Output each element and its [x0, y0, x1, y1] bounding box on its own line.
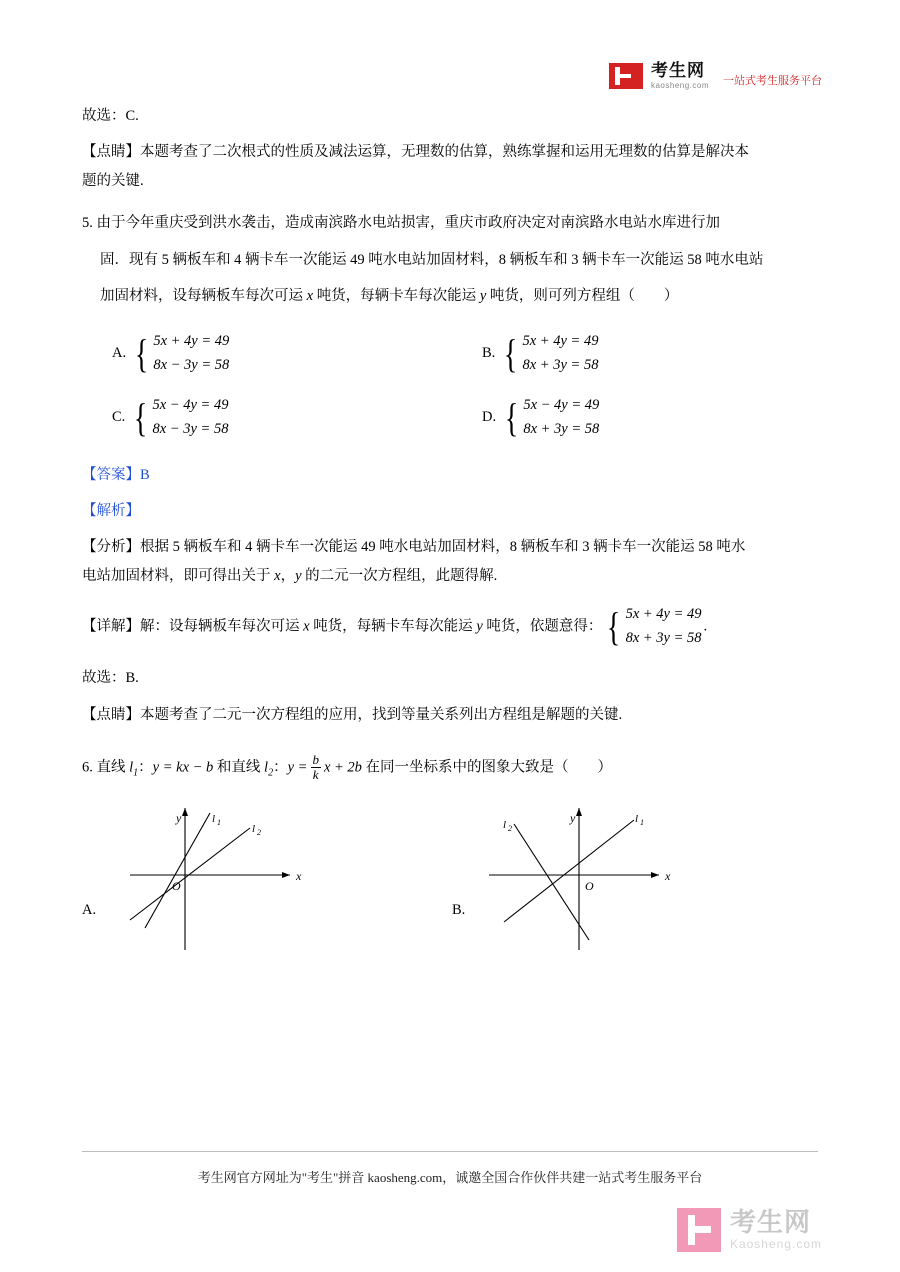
fenxi-line-1: 【分析】根据 5 辆板车和 4 辆卡车一次能运 49 吨水电站加固材料，8 辆板车和 3 辆卡车一次能运 58 吨水	[82, 539, 746, 556]
option-a-eq1: 5x + 4y = 49	[153, 332, 230, 349]
option-c-system	[131, 394, 228, 442]
option-d-system	[502, 394, 599, 442]
logo-pinyin: kaosheng.com	[650, 80, 709, 90]
q6-text-e: 在同一坐标系中的图象大致是（ ）	[361, 759, 613, 776]
inline-system	[604, 603, 701, 651]
xiangjie-b: 吨货，每辆卡车每次能运	[309, 618, 477, 635]
q6-text-c: 和直线	[213, 759, 265, 776]
answer-line: 【答案】B	[82, 466, 150, 483]
svg-text:2: 2	[508, 824, 513, 834]
var-y: y	[295, 567, 302, 584]
watermark-pinyin: Kaosheng.com	[729, 1236, 822, 1251]
option-d-label: D.	[482, 409, 497, 426]
brace-icon: {	[504, 330, 518, 376]
fenxi-line-2b: ，	[280, 567, 296, 584]
graph-a-label: A.	[82, 901, 97, 918]
q5-line-3a: 加固材料，设每辆板车每次可运	[100, 288, 307, 305]
option-b[interactable]	[452, 322, 822, 386]
svg-text:x: x	[296, 869, 302, 884]
option-b-eq1: 5x + 4y = 49	[522, 332, 599, 349]
var-x: x	[303, 618, 310, 635]
q6-fraction	[310, 753, 321, 781]
footer-divider	[82, 1151, 818, 1152]
page-footer: 考生网官方网址为"考生"拼音 kaosheng.com，诚邀全国合作伙伴共建一站式考生服务平台	[197, 1170, 703, 1185]
var-x: x	[274, 567, 281, 584]
q5-line-2: 固．现有 5 辆板车和 4 辆卡车一次能运 49 吨水电站加固材料，8 辆板车和 3 辆卡车一次能运 58 吨水电站	[100, 251, 764, 268]
q5-line-3	[82, 285, 822, 307]
analysis-line: 【解析】	[82, 502, 140, 519]
q5-options	[82, 322, 822, 450]
fenxi-line-2	[82, 565, 822, 587]
q5-line-3b: 吨货，每辆卡车每次能运	[313, 288, 480, 305]
fenxi-line-2c: 的二元一次方程组，此题得解.	[301, 567, 498, 584]
q5-line-3c: 吨货，则可列方程组（ ）	[486, 288, 679, 305]
option-a-eq2: 8x − 3y = 58	[153, 356, 230, 373]
option-d-eq1: 5x − 4y = 49	[523, 396, 600, 413]
var-y: y	[479, 288, 487, 305]
q6-l1-sub: 1	[133, 767, 139, 779]
svg-text:1: 1	[640, 818, 645, 828]
svg-text:1: 1	[217, 818, 222, 828]
graph-b-label: B.	[452, 901, 466, 918]
svg-text:l: l	[635, 813, 639, 826]
tip-4-text: 【点睛】本题考查了二次根式的性质及减法运算，无理数的估算，熟练掌握和运用无理数的估算是解决本	[82, 144, 749, 161]
graph-a-figure	[100, 800, 390, 960]
brace-icon: {	[134, 330, 149, 376]
tip-4b-text: 题的关键.	[82, 172, 144, 189]
q6-eq1: y = kx − b	[152, 759, 214, 776]
option-c-label: C.	[112, 409, 126, 426]
option-b-system	[501, 330, 598, 378]
logo-text	[651, 62, 709, 90]
logo-name: 考生网	[650, 61, 705, 80]
svg-text:l: l	[252, 823, 256, 836]
q6-text-a: 直线	[96, 759, 130, 776]
option-a[interactable]	[82, 322, 452, 386]
site-logo	[609, 62, 822, 90]
xiangjie-a: 【详解】解：设每辆板车每次可运	[82, 618, 304, 635]
q6-eq2-pre: y =	[287, 759, 308, 776]
option-a-system	[132, 330, 229, 378]
line-choose-b: 故选：B.	[82, 670, 139, 687]
q6-graph-options	[82, 800, 822, 960]
line-choose-c: 故选：C.	[82, 108, 139, 124]
watermark-mark-icon	[677, 1208, 721, 1252]
svg-text:y: y	[176, 811, 182, 826]
option-b-eq2: 8x + 3y = 58	[522, 356, 599, 373]
line-tip-5: 【点睛】本题考查了二元一次方程组的应用，找到等量关系列出方程组是解题的关键.	[82, 706, 623, 723]
watermark-name: 考生网	[729, 1207, 811, 1238]
q6-frac-denominator: k	[312, 766, 319, 782]
brace-icon: {	[134, 394, 148, 440]
q6-eq2-post: x + 2b	[323, 759, 362, 776]
q6-frac-numerator: b	[312, 752, 319, 768]
watermark-text	[730, 1209, 822, 1250]
option-b-label: B.	[482, 345, 496, 362]
fenxi-line-2a: 电站加固材料，即可得出关于	[82, 567, 275, 584]
brace-icon: {	[607, 604, 621, 650]
logo-tagline: 一站式考生服务平台	[723, 74, 822, 87]
option-d[interactable]	[452, 386, 822, 450]
line-tip-4b	[82, 170, 822, 192]
q6-l2: l	[264, 759, 269, 776]
q6-l1: l	[129, 759, 134, 776]
q6-text-d: ：	[273, 759, 288, 776]
option-c[interactable]	[82, 386, 452, 450]
inline-eq2: 8x + 3y = 58	[625, 630, 702, 647]
svg-text:x: x	[665, 869, 671, 884]
document-content	[82, 105, 822, 960]
xiangjie-line	[82, 603, 822, 651]
q5-line-1: 5. 由于今年重庆受到洪水袭击，造成南滨路水电站损害，重庆市政府决定对南滨路水电站水库进行加	[82, 215, 720, 232]
q6-text-b: ：	[138, 759, 153, 776]
xiangjie-end: .	[703, 618, 708, 635]
watermark	[677, 1208, 822, 1252]
logo-mark-icon	[609, 63, 643, 89]
option-c-eq2: 8x − 3y = 58	[152, 420, 229, 437]
line-tip-4	[82, 141, 822, 163]
svg-text:l: l	[212, 813, 216, 826]
svg-text:O: O	[585, 879, 594, 894]
option-c-eq1: 5x − 4y = 49	[152, 396, 229, 413]
graph-b-figure	[469, 800, 759, 960]
var-x: x	[306, 288, 314, 305]
q6-line	[82, 754, 822, 782]
option-a-label: A.	[112, 345, 127, 362]
q6-number: 6.	[82, 759, 93, 776]
option-d-eq2: 8x + 3y = 58	[523, 420, 600, 437]
svg-text:l: l	[503, 819, 507, 832]
svg-text:y: y	[570, 811, 576, 826]
inline-eq1: 5x + 4y = 49	[625, 606, 702, 623]
q6-l2-sub: 2	[268, 767, 274, 779]
graph-option-b[interactable]	[452, 800, 822, 960]
xiangjie-c: 吨货，依题意得：	[482, 618, 603, 635]
svg-text:O: O	[172, 879, 181, 894]
graph-option-a[interactable]	[82, 800, 452, 960]
brace-icon: {	[504, 394, 519, 440]
svg-text:2: 2	[257, 828, 262, 838]
var-y: y	[476, 618, 483, 635]
